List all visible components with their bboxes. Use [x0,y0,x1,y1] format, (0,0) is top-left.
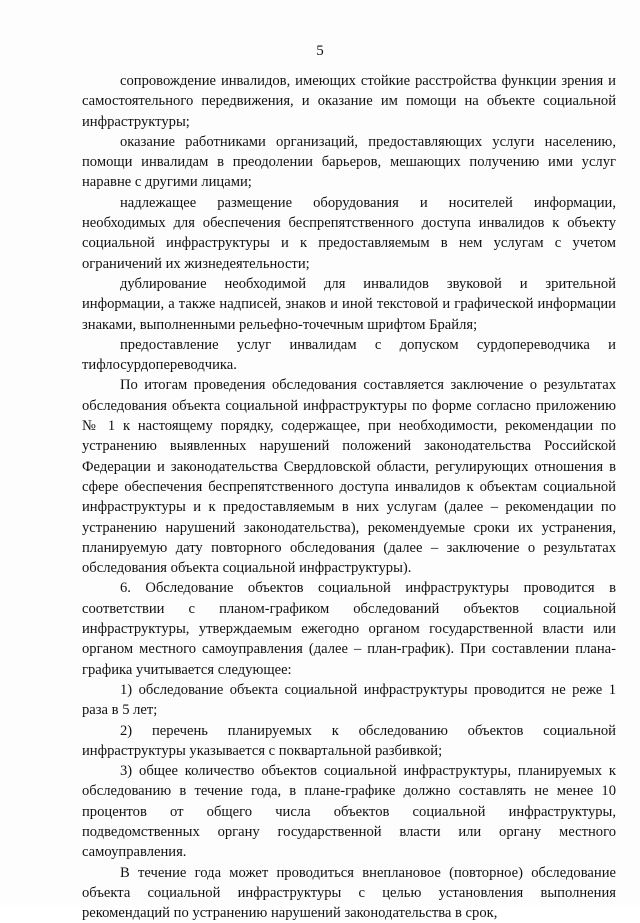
paragraph-braille-duplication: дублирование необходимой для инвалидов звуковой и зрительной информации, а также надписей, знаков и иной текстовой и графической информации знаками, выполненными рельефно-точечным шрифтом Брайля; [82,275,616,333]
paragraph-item-6-schedule: 6. Обследование объектов социальной инфраструктуры проводится в соответствии с планом-графиком обследований объектов социальной инфраструктуры, утверждаемым ежегодно органом государственной власти или органом местного самоуправления (далее – план-график). При составлении плана-графика учитывается следующее: [82,580,616,678]
paragraph-accompaniment: сопровождение инвалидов, имеющих стойкие расстройства функции зрения и самостоятельного передвижения, и оказание им помощи на объекте социальной инфраструктуры; [82,73,616,130]
paragraph-list-item-2: 2) перечень планируемых к обследованию объектов социальной инфраструктуры указывается с поквартальной разбивкой; [82,722,616,759]
paragraph-staff-assistance: оказание работниками организаций, предоставляющих услуги населению, помощи инвалидам в преодолении барьеров, мешающих получению ими услуг наравне с другими лицами; [82,133,616,191]
paragraph-sign-interpreter: предоставление услуг инвалидам с допуском сурдопереводчика и тифлосурдопереводчика. [82,336,616,374]
paragraph-survey-conclusion: По итогам проведения обследования составляется заключение о результатах обследования объекта социальной инфраструктуры по форме согласно приложению № 1 к настоящему порядку, содержащее, при необходимости, рекомендации по устранению выявленных нарушений положений законодательства Российской Федерации и законодательства Свердловской области, регулирующих отношения в сфере обеспечения беспрепятственного доступа инвалидов к объектам социальной инфраструктуры и к предоставляемым в них услугам (далее – рекомендации по устранению нарушений законодательства), рекомендуемые сроки их устранения, планируемую дату повторного обследования (далее – заключение о результатах обследования объекта социальной инфраструктуры). [82,377,616,577]
document-body [82,71,616,923]
paragraph-list-item-3: 3) общее количество объектов социальной инфраструктуры, планируемых к обследованию в течение года, в плане-графике должно составлять не менее 10 процентов от общего числа объектов социальной инфраструктуры, подведомственных органу государственной власти или органу местного самоуправления. [82,763,616,861]
paragraph-unscheduled-survey: В течение года может проводиться внеплановое (повторное) обследование объекта социальной инфраструктуры с целью установления выполнения рекомендаций по устранению нарушений законодательства в срок, [82,864,616,922]
paragraph-equipment-placement: надлежащее размещение оборудования и носителей информации, необходимых для обеспечения беспрепятственного доступа инвалидов к объекту социальной инфраструктуры и к предоставляемым в нем услугам с учетом ограничений их жизнедеятельности; [82,194,616,272]
page-number: 5 [316,43,324,59]
paragraph-list-item-1: 1) обследование объекта социальной инфраструктуры проводится не реже 1 раза в 5 лет; [82,681,616,719]
